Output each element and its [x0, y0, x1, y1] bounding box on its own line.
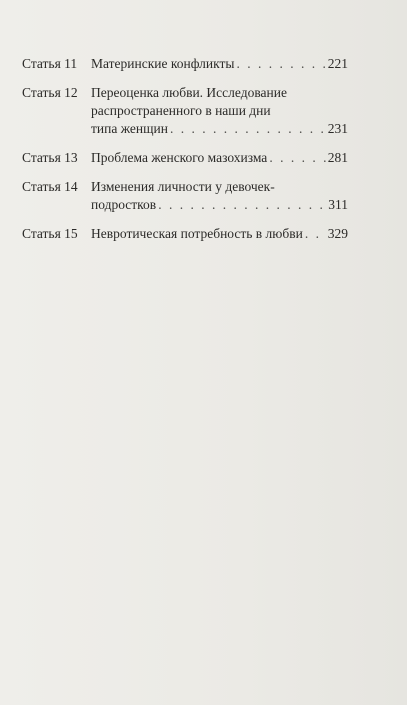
- dot-leader: [170, 120, 326, 138]
- toc-entry-label: Статья 11: [22, 56, 78, 71]
- toc-entry-last-line: [91, 196, 348, 214]
- toc-entry-title-line: Переоценка любви. Исследование: [91, 85, 287, 100]
- toc-entry-label: Статья 12: [22, 85, 78, 100]
- toc-entry-body: [91, 84, 348, 138]
- toc-entry-title-line: распространенного в наши дни: [91, 103, 271, 118]
- toc-entry-body: [91, 178, 348, 214]
- toc-entry-13: [22, 149, 348, 167]
- toc-entry-last-line: [91, 55, 348, 73]
- dot-leader: [236, 55, 325, 73]
- toc-page-number: 221: [327, 56, 348, 71]
- toc-entry-body: [91, 149, 348, 167]
- toc-page-number: 281: [327, 150, 348, 165]
- toc-entry-12: [22, 84, 348, 138]
- dot-leader: [158, 196, 326, 214]
- toc-entry-label: Статья 15: [22, 226, 78, 241]
- toc-page-number: 311: [328, 197, 348, 212]
- toc-page-number: 231: [327, 121, 348, 136]
- toc-entry-body: [91, 55, 348, 73]
- toc-entry-14: [22, 178, 348, 214]
- toc-entry-body: [91, 225, 348, 243]
- toc-entry-last-line: [91, 225, 348, 243]
- toc-entry-title: Проблема женского мазохизма: [91, 150, 268, 165]
- table-of-contents: [22, 55, 348, 254]
- toc-entry-title: Материнские конфликты: [91, 56, 235, 71]
- toc-entry-last-line: [91, 120, 348, 138]
- toc-entry-11: [22, 55, 348, 73]
- toc-entry-15: [22, 225, 348, 243]
- toc-entry-last-line: [91, 149, 348, 167]
- toc-entry-title: подростков: [91, 197, 157, 212]
- dot-leader: [305, 225, 326, 243]
- dot-leader: [269, 149, 325, 167]
- toc-page-number: 329: [327, 226, 348, 241]
- toc-entry-title-line: Изменения личности у девочек-: [91, 179, 275, 194]
- toc-entry-label: Статья 13: [22, 150, 78, 165]
- toc-entry-title: Невротическая потребность в любви: [91, 226, 303, 241]
- toc-entry-title: типа женщин: [91, 121, 168, 136]
- toc-entry-label: Статья 14: [22, 179, 78, 194]
